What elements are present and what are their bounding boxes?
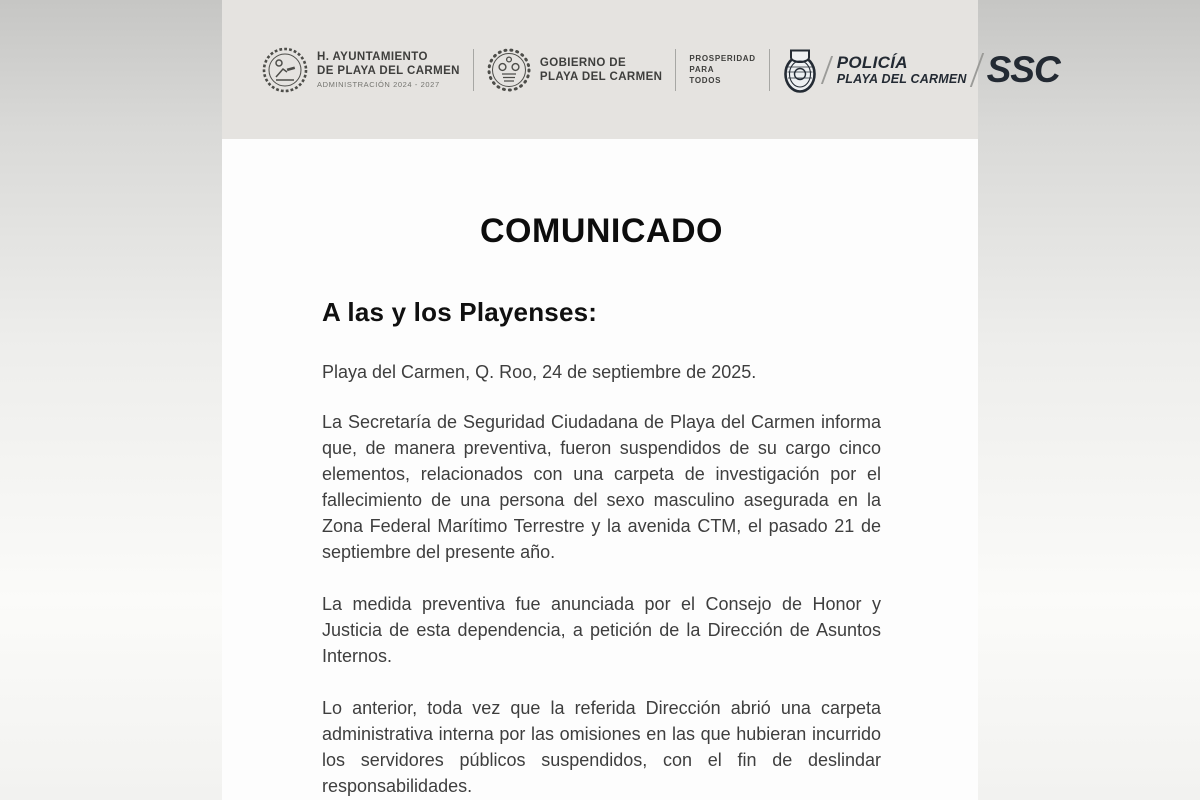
police-wordmark [837, 54, 967, 86]
letterhead [222, 0, 1060, 139]
slogan-line3: TODOS [689, 76, 722, 85]
document-body [222, 139, 978, 799]
ayuntamiento-text [317, 50, 460, 89]
municipal-seal-icon [262, 47, 308, 93]
slogan-line1: PROSPERIDAD [689, 54, 756, 63]
ayuntamiento-brand [262, 47, 460, 93]
government-seal-icon [487, 47, 531, 93]
paragraph: La Secretaría de Seguridad Ciudadana de Playa del Carmen informa que, de manera preventiva, fueron suspendidos de su cargo cinco elementos, relacionados con una carpeta de investigación por el fallecimiento de una persona del sexo masculino asegurada en la Zona Federal Marítimo Terrestre y la avenida CTM, el pasado 21 de septiembre del presente año. [322, 412, 881, 562]
police-brand [783, 47, 1060, 93]
ayuntamiento-name-line2: DE PLAYA DEL CARMEN [317, 65, 460, 77]
police-wordmark-line2: PLAYA DEL CARMEN [836, 71, 967, 86]
vertical-divider [675, 49, 676, 91]
police-wordmark-line1: POLICÍA [836, 52, 908, 72]
paragraph: La medida preventiva fue anunciada por el Consejo de Honor y Justicia de esta dependencia, a petición de la Dirección de Asuntos Internos. [322, 594, 881, 666]
slash-separator [821, 56, 833, 84]
salutation: A las y los Playenses: [322, 297, 598, 327]
police-badge-icon [783, 47, 817, 93]
administration-term: ADMINISTRACIÓN 2024 - 2027 [317, 80, 440, 89]
gobierno-brand [487, 47, 663, 93]
ayuntamiento-name-line1: H. AYUNTAMIENTO [317, 51, 428, 63]
slogan-line2: PARA [689, 65, 715, 74]
ssc-logo: SSC [986, 49, 1060, 90]
gobierno-text [540, 56, 663, 84]
slogan [689, 53, 755, 86]
gobierno-name-line2: PLAYA DEL CARMEN [539, 70, 663, 83]
dateline: Playa del Carmen, Q. Roo, 24 de septiembre de 2025. [322, 362, 757, 382]
document-title: COMUNICADO [480, 212, 723, 250]
slash-separator [969, 53, 983, 87]
gobierno-name-line1: GOBIERNO DE [539, 56, 627, 69]
paragraph: Lo anterior, toda vez que la referida Dirección abrió una carpeta administrativa interna por las omisiones en las que hubieran incurrido los servidores públicos suspendidos, con el fin de deslindar responsabilidades. [322, 698, 881, 796]
communique-card [222, 0, 1060, 800]
vertical-divider [769, 49, 770, 91]
vertical-divider [473, 49, 474, 91]
